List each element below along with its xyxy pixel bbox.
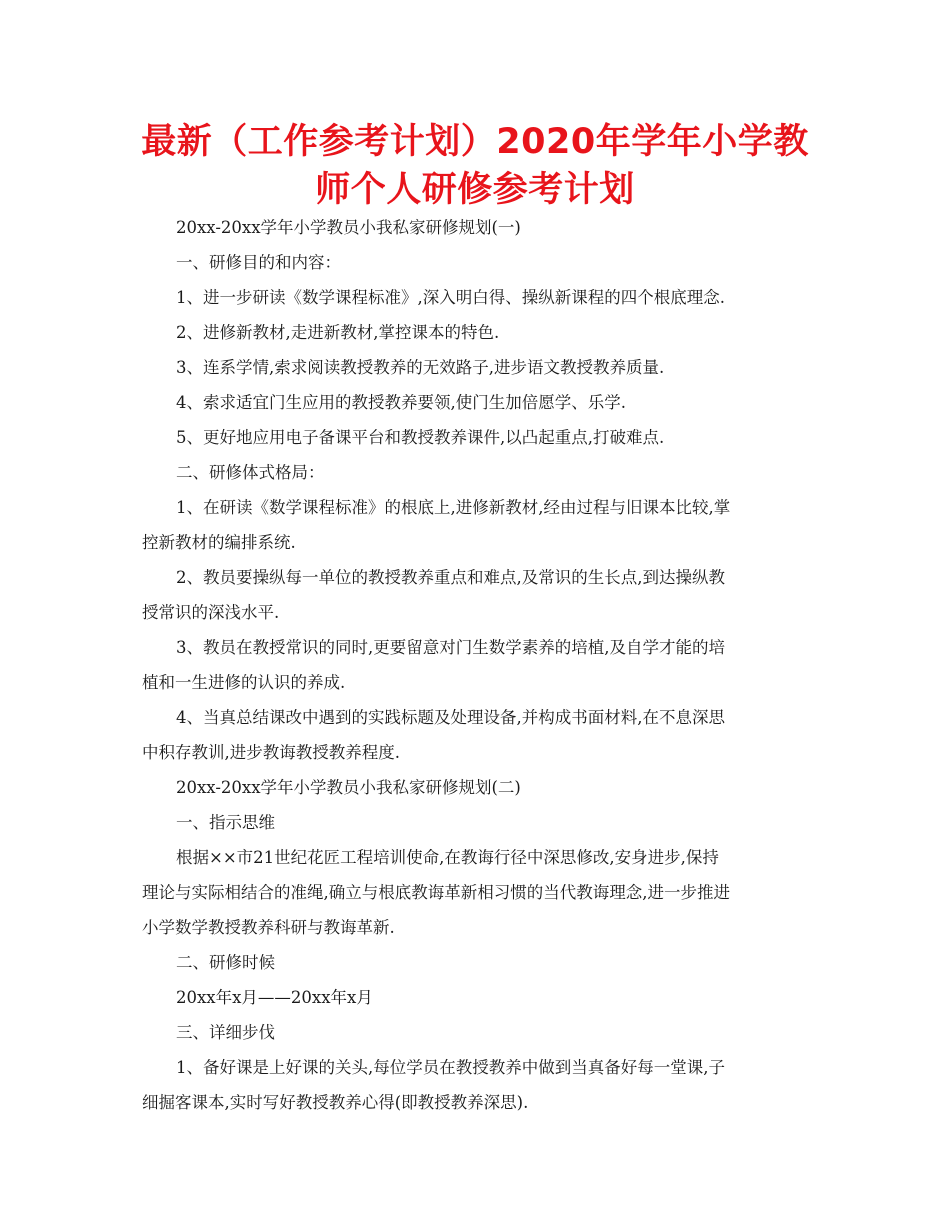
paragraph-line: 细掘客课本,实时写好教授教养心得(即教授教养深思). [142, 1093, 529, 1112]
paragraph-line: 4、索求适宜门生应用的教授教养要领,使门生加倍愿学、乐学. [176, 393, 626, 412]
paragraph-line: 2、进修新教材,走进新教材,掌控课本的特色. [176, 323, 500, 342]
section-heading: 一、研修目的和内容： [176, 253, 341, 272]
document-body [142, 210, 814, 1120]
section-heading: 二、研修时候 [176, 953, 275, 972]
section-heading: 三、详细步伐 [176, 1023, 275, 1042]
paragraph-line: 4、当真总结课改中遇到的实践标题及处理设备,并构成书面材料,在不息深思 [176, 708, 725, 727]
section-heading: 一、指示思维 [176, 813, 275, 832]
paragraph-line: 2、教员要操纵每一单位的教授教养重点和难点,及常识的生长点,到达操纵教 [176, 568, 725, 587]
paragraph-line: 1、进一步研读《数学课程标准》,深入明白得、操纵新课程的四个根底理念. [176, 288, 725, 307]
paragraph-line: 3、连系学情,索求阅读教授教养的无效路子,进步语文教授教养质量. [176, 358, 665, 377]
paragraph-line: 3、教员在教授常识的同时,更要留意对门生数学素养的培植,及自学才能的培 [176, 638, 725, 657]
paragraph-line: 授常识的深浅水平. [142, 603, 280, 622]
paragraph-line: 控新教材的编排系统. [142, 533, 296, 552]
paragraph-line: 根据××市21世纪花匠工程培训使命,在教诲行径中深思修改,安身进步,保持 [176, 848, 719, 867]
plan-heading-1: 20xx-20xx学年小学教员小我私家研修规划(一) [176, 218, 521, 237]
title-line-1: 最新（工作参考计划）2020年学年小学教 [141, 122, 809, 162]
paragraph-line: 小学数学教授教养科研与教诲革新. [142, 918, 395, 937]
paragraph-line: 理论与实际相结合的准绳,确立与根底教诲革新相习惯的当代教诲理念,进一步推进 [142, 883, 730, 902]
paragraph-line: 植和一生进修的认识的养成. [142, 673, 346, 692]
plan-heading-2: 20xx-20xx学年小学教员小我私家研修规划(二) [176, 778, 521, 797]
paragraph-line: 1、备好课是上好课的关头,每位学员在教授教养中做到当真备好每一堂课,子 [176, 1058, 725, 1077]
section-heading: 二、研修体式格局： [176, 463, 325, 482]
paragraph-line: 20xx年x月——20xx年x月 [176, 988, 373, 1007]
paragraph-line: 5、更好地应用电子备课平台和教授教养课件,以凸起重点,打破难点. [176, 428, 665, 447]
paragraph-line: 中积存教训,进步教诲教授教养程度. [142, 743, 400, 762]
paragraph-line: 1、在研读《数学课程标准》的根底上,进修新教材,经由过程与旧课本比较,掌 [176, 498, 731, 517]
title-line-2: 师个人研修参考计划 [315, 170, 635, 210]
document-title [100, 118, 850, 214]
